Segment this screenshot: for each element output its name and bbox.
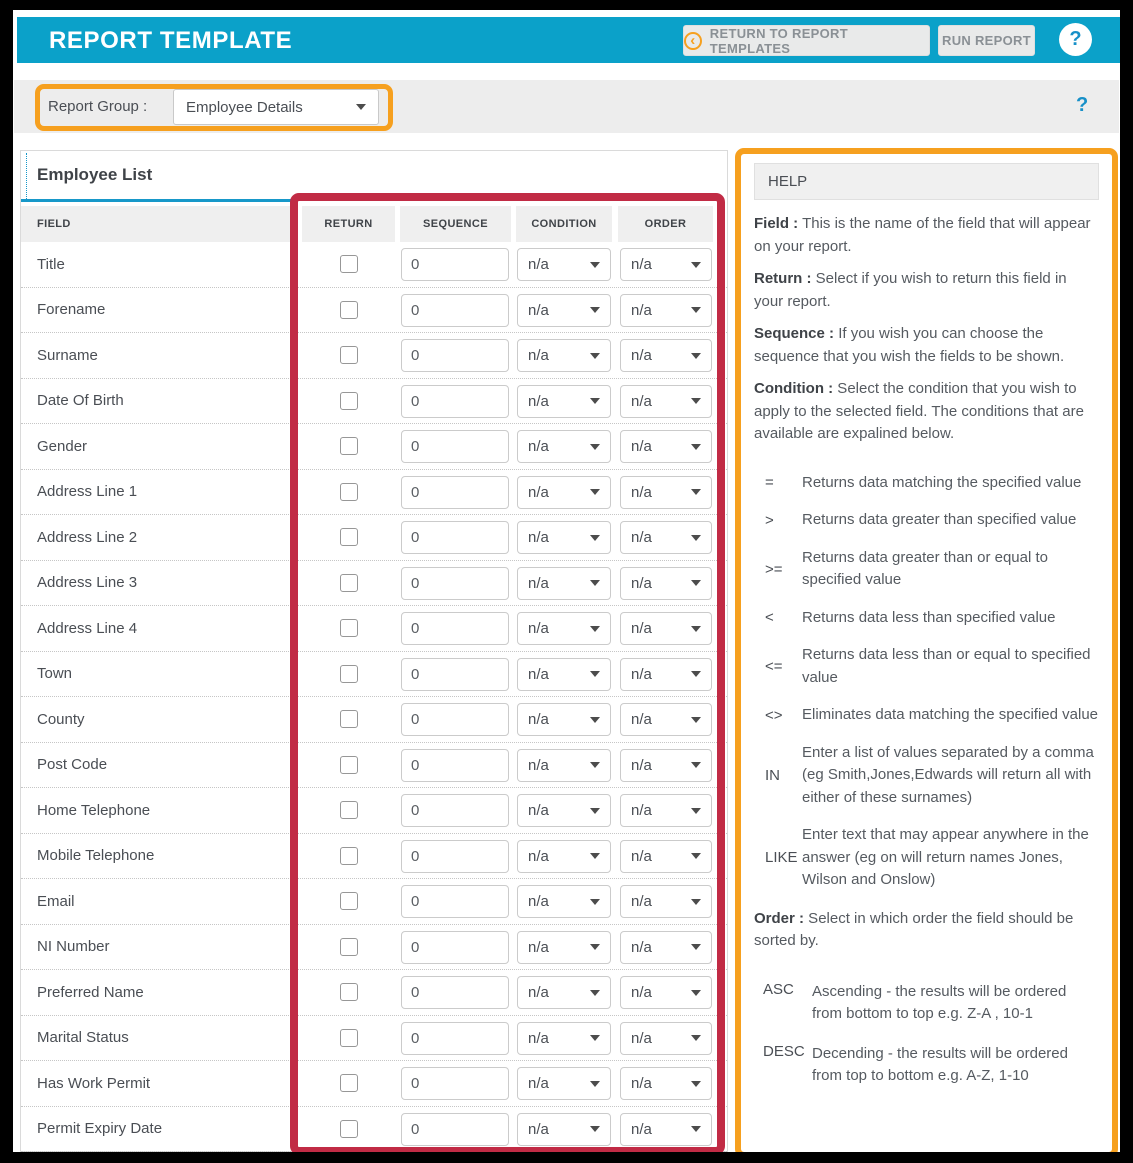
report-group-label: Report Group : <box>48 98 148 115</box>
table-row <box>21 379 727 425</box>
return-cell <box>302 652 395 697</box>
chevron-down-icon <box>590 671 600 677</box>
return-checkbox[interactable] <box>340 301 358 319</box>
chevron-down-icon <box>590 353 600 359</box>
select-value: n/a <box>528 893 549 910</box>
select-value: n/a <box>528 756 549 774</box>
condition-symbol: > <box>765 511 774 529</box>
chevron-down-icon <box>590 307 600 313</box>
column-header-return: RETURN <box>302 206 395 242</box>
chevron-down-icon <box>590 262 600 268</box>
help-section-paragraph: Condition : Select the condition that you wish to apply to the selected field. The conditions that are available are expalined below. <box>754 380 1084 442</box>
sequence-input[interactable] <box>401 703 509 736</box>
table-row <box>21 1061 727 1107</box>
chevron-down-icon <box>590 444 600 450</box>
select-value: n/a <box>631 392 652 410</box>
order-select[interactable] <box>620 885 712 918</box>
order-option-symbol: DESC <box>763 1042 805 1060</box>
return-button-label: RETURN TO REPORT TEMPLATES <box>709 25 848 56</box>
sequence-input[interactable] <box>401 840 509 873</box>
select-value: n/a <box>528 438 549 455</box>
return-cell <box>302 970 395 1015</box>
column-header-sequence: SEQUENCE <box>400 206 511 242</box>
return-checkbox[interactable] <box>340 255 358 273</box>
table-row <box>21 515 727 561</box>
order-select[interactable] <box>620 1113 712 1146</box>
sequence-input[interactable] <box>401 567 509 600</box>
return-cell <box>302 697 395 742</box>
field-label: Address Line 2 <box>37 528 138 546</box>
field-label: Address Line 4 <box>37 619 138 637</box>
help-section-paragraph: Field : This is the name of the field that will appear on your report. <box>754 215 1091 255</box>
report-group-select[interactable] <box>173 89 379 125</box>
condition-description: Returns data greater than specified value <box>802 511 1077 528</box>
chevron-down-icon <box>691 353 701 359</box>
condition-select[interactable] <box>517 658 611 691</box>
select-value: n/a <box>631 301 652 319</box>
return-checkbox[interactable] <box>340 665 358 683</box>
order-select[interactable] <box>620 476 712 509</box>
condition-description: Returns data less than or equal to specified value <box>802 646 1091 686</box>
return-cell <box>302 834 395 879</box>
select-value: n/a <box>528 347 549 364</box>
chevron-down-icon <box>590 489 600 495</box>
employee-list-title: Employee List <box>37 165 153 184</box>
condition-symbol: = <box>765 474 774 492</box>
condition-explanations <box>754 472 1099 892</box>
return-cell <box>302 879 395 924</box>
select-value: n/a <box>528 256 549 273</box>
select-value: n/a <box>528 529 549 546</box>
table-row <box>21 652 727 698</box>
table-row <box>21 561 727 607</box>
return-checkbox[interactable] <box>340 892 358 910</box>
select-value: n/a <box>631 802 652 819</box>
select-value: n/a <box>631 529 652 546</box>
return-cell <box>302 515 395 560</box>
select-value: n/a <box>631 574 652 592</box>
report-group-help-icon[interactable]: ? <box>1076 94 1089 116</box>
condition-row <box>754 547 1099 592</box>
help-section-paragraph: Return : Select if you wish to return this field in your report. <box>754 270 1067 310</box>
field-label: Address Line 3 <box>37 574 138 592</box>
sequence-input[interactable] <box>401 794 509 827</box>
condition-symbol: LIKE <box>765 849 798 867</box>
chevron-down-icon <box>691 398 701 404</box>
sequence-input[interactable] <box>401 976 509 1009</box>
order-select[interactable] <box>620 840 712 873</box>
chevron-down-icon <box>590 808 600 814</box>
condition-select[interactable] <box>517 430 611 463</box>
column-header-field: FIELD <box>21 206 291 242</box>
condition-select[interactable] <box>517 294 611 327</box>
select-value: n/a <box>631 347 652 364</box>
sequence-input[interactable] <box>401 749 509 782</box>
field-label: Email <box>37 892 75 910</box>
chevron-down-icon <box>691 626 701 632</box>
return-cell <box>302 242 395 287</box>
order-select[interactable] <box>620 248 712 281</box>
condition-symbol: <= <box>765 658 783 675</box>
return-cell <box>302 561 395 606</box>
return-checkbox[interactable] <box>340 756 358 774</box>
order-option-row <box>754 1043 1099 1088</box>
select-value: n/a <box>631 938 652 956</box>
select-value: n/a <box>631 620 652 637</box>
order-select[interactable] <box>620 658 712 691</box>
select-value: n/a <box>528 938 549 956</box>
page-title: REPORT TEMPLATE <box>49 27 293 54</box>
field-label: Home Telephone <box>37 801 151 819</box>
condition-symbol: < <box>765 609 774 627</box>
help-section-label: Field : <box>754 215 799 232</box>
back-circle-icon: ‹ <box>684 32 702 50</box>
field-label: Forename <box>37 301 106 319</box>
field-label: Permit Expiry Date <box>37 1120 163 1138</box>
chevron-down-icon <box>691 990 701 996</box>
chevron-down-icon <box>691 1126 701 1132</box>
return-cell <box>302 1107 395 1152</box>
chevron-down-icon <box>691 535 701 541</box>
sequence-input[interactable] <box>401 1022 509 1055</box>
title-dotted-cursor <box>26 153 27 199</box>
chevron-down-icon <box>590 626 600 632</box>
order-select[interactable] <box>620 794 712 827</box>
sequence-input[interactable] <box>401 385 509 418</box>
chevron-down-icon <box>691 899 701 905</box>
return-checkbox[interactable] <box>340 528 358 546</box>
help-sections <box>754 213 1099 446</box>
return-checkbox[interactable] <box>340 1120 358 1138</box>
chevron-down-icon <box>691 808 701 814</box>
chevron-down-icon <box>590 717 600 723</box>
select-value: n/a <box>631 893 652 910</box>
condition-select[interactable] <box>517 567 611 600</box>
table-row <box>21 925 727 971</box>
condition-description: Eliminates data matching the specified value <box>802 706 1099 723</box>
sequence-input[interactable] <box>401 1113 509 1146</box>
order-explanations <box>754 981 1099 1088</box>
help-panel-title: HELP <box>754 163 1099 200</box>
chevron-down-icon <box>590 1035 600 1041</box>
select-value: n/a <box>528 483 549 501</box>
column-header-condition: CONDITION <box>516 206 612 242</box>
order-select[interactable] <box>620 294 712 327</box>
return-checkbox[interactable] <box>340 1029 358 1047</box>
chevron-down-icon <box>691 944 701 950</box>
order-section-text: Order : Select in which order the field should be sorted by. <box>754 909 1074 949</box>
order-select[interactable] <box>620 703 712 736</box>
chevron-down-icon <box>691 580 701 586</box>
condition-row <box>754 644 1099 689</box>
condition-symbol: <> <box>765 706 783 724</box>
return-cell <box>302 333 395 378</box>
report-group-bar <box>14 80 1119 133</box>
condition-select[interactable] <box>517 976 611 1009</box>
order-option-description: Ascending - the results will be ordered from bottom to top e.g. Z-A , 10-1 <box>812 982 1067 1022</box>
select-value: n/a <box>631 756 652 774</box>
field-label: County <box>37 710 85 728</box>
condition-description: Returns data matching the specified value <box>802 473 1082 491</box>
condition-row <box>754 704 1099 727</box>
table-row <box>21 333 727 379</box>
table-row <box>21 788 727 834</box>
select-value: n/a <box>528 802 549 819</box>
order-select[interactable] <box>620 430 712 463</box>
sequence-input[interactable] <box>401 339 509 372</box>
chevron-down-icon <box>691 671 701 677</box>
sequence-input[interactable] <box>401 430 509 463</box>
return-checkbox[interactable] <box>340 483 358 501</box>
column-header-order: ORDER <box>618 206 713 242</box>
order-option-row <box>754 981 1099 1026</box>
order-select[interactable] <box>620 1022 712 1055</box>
chevron-down-icon <box>590 944 600 950</box>
employee-list-panel <box>20 150 728 1152</box>
chevron-down-icon <box>590 1126 600 1132</box>
table-row <box>21 743 727 789</box>
field-label: Title <box>37 255 65 273</box>
chevron-down-icon <box>590 990 600 996</box>
field-label: Address Line 1 <box>37 483 138 501</box>
condition-select[interactable] <box>517 703 611 736</box>
field-label: Town <box>37 665 73 683</box>
select-value: n/a <box>528 847 549 865</box>
condition-description: Returns data greater than or equal to specified value <box>802 548 1048 588</box>
select-value: n/a <box>631 256 652 273</box>
field-label: Marital Status <box>37 1029 129 1047</box>
select-value: n/a <box>528 665 549 683</box>
sequence-input[interactable] <box>401 612 509 645</box>
return-cell <box>302 743 395 788</box>
sequence-input[interactable] <box>401 248 509 281</box>
condition-select[interactable] <box>517 248 611 281</box>
chevron-down-icon <box>590 535 600 541</box>
select-value: n/a <box>631 984 652 1001</box>
chevron-down-icon <box>691 1081 701 1087</box>
condition-select[interactable] <box>517 885 611 918</box>
return-checkbox[interactable] <box>340 437 358 455</box>
select-value: n/a <box>631 711 652 728</box>
run-button-label: RUN REPORT <box>942 33 1031 48</box>
sequence-input[interactable] <box>401 521 509 554</box>
return-cell <box>302 1016 395 1061</box>
table-row <box>21 1107 727 1153</box>
return-checkbox[interactable] <box>340 847 358 865</box>
help-section-label: Condition : <box>754 380 834 397</box>
condition-select[interactable] <box>517 931 611 964</box>
order-select[interactable] <box>620 749 712 782</box>
condition-select[interactable] <box>517 476 611 509</box>
chevron-down-icon <box>590 762 600 768</box>
chevron-down-icon <box>590 899 600 905</box>
app-header <box>17 17 1120 63</box>
select-value: n/a <box>631 483 652 501</box>
select-value: n/a <box>631 847 652 865</box>
chevron-down-icon <box>590 398 600 404</box>
order-select[interactable] <box>620 567 712 600</box>
condition-select[interactable] <box>517 840 611 873</box>
title-underline <box>21 199 291 202</box>
page <box>13 10 1120 1152</box>
table-row <box>21 1016 727 1062</box>
condition-row <box>754 742 1099 810</box>
sequence-input[interactable] <box>401 658 509 691</box>
chevron-down-icon <box>691 489 701 495</box>
chevron-down-icon <box>590 853 600 859</box>
sequence-input[interactable] <box>401 885 509 918</box>
sequence-input[interactable] <box>401 1067 509 1100</box>
order-select[interactable] <box>620 612 712 645</box>
help-panel <box>735 148 1118 1152</box>
chevron-down-icon <box>691 762 701 768</box>
help-section-label: Return : <box>754 270 812 287</box>
return-checkbox[interactable] <box>340 392 358 410</box>
order-label: Order : <box>754 909 805 927</box>
field-label: Gender <box>37 437 88 455</box>
return-cell <box>302 424 395 469</box>
chevron-down-icon <box>590 580 600 586</box>
order-select[interactable] <box>620 976 712 1009</box>
condition-description: Returns data less than specified value <box>802 608 1056 626</box>
select-value: n/a <box>631 438 652 455</box>
return-checkbox[interactable] <box>340 1074 358 1092</box>
condition-select[interactable] <box>517 1067 611 1100</box>
help-icon[interactable]: ? <box>1059 23 1092 56</box>
chevron-down-icon <box>691 717 701 723</box>
condition-row <box>754 824 1099 892</box>
field-label: Has Work Permit <box>37 1074 151 1092</box>
order-select[interactable] <box>620 1067 712 1100</box>
select-value: n/a <box>528 1075 549 1092</box>
select-value: n/a <box>631 665 652 683</box>
sequence-input[interactable] <box>401 294 509 327</box>
select-value: n/a <box>528 574 549 592</box>
help-section-label: Sequence : <box>754 325 835 342</box>
condition-symbol: IN <box>765 766 780 784</box>
return-checkbox[interactable] <box>340 938 358 956</box>
return-cell <box>302 1061 395 1106</box>
return-cell <box>302 788 395 833</box>
field-label: Surname <box>37 346 98 364</box>
field-label: Preferred Name <box>37 983 144 1001</box>
order-select[interactable] <box>620 385 712 418</box>
select-value: n/a <box>631 1120 652 1138</box>
order-select[interactable] <box>620 339 712 372</box>
chevron-down-icon <box>691 853 701 859</box>
condition-row <box>754 509 1099 532</box>
select-value: n/a <box>528 711 549 728</box>
select-value: n/a <box>528 301 549 319</box>
order-option-description: Decending - the results will be ordered from top to bottom e.g. A-Z, 1-10 <box>812 1044 1068 1084</box>
sequence-input[interactable] <box>401 476 509 509</box>
condition-select[interactable] <box>517 339 611 372</box>
condition-select[interactable] <box>517 612 611 645</box>
return-cell <box>302 288 395 333</box>
field-label: NI Number <box>37 938 110 956</box>
return-cell <box>302 925 395 970</box>
field-label: Post Code <box>37 756 108 774</box>
run-report-button[interactable] <box>938 25 1035 56</box>
return-cell <box>302 606 395 651</box>
table-row <box>21 970 727 1016</box>
return-checkbox[interactable] <box>340 983 358 1001</box>
condition-select[interactable] <box>517 1022 611 1055</box>
order-select[interactable] <box>620 931 712 964</box>
field-label: Date Of Birth <box>37 392 124 410</box>
condition-row <box>754 607 1099 630</box>
select-value: n/a <box>631 1075 652 1092</box>
table-row <box>21 879 727 925</box>
chevron-down-icon <box>691 307 701 313</box>
chevron-down-icon <box>356 104 366 110</box>
select-value: n/a <box>528 620 549 637</box>
condition-select[interactable] <box>517 749 611 782</box>
help-section-paragraph: Sequence : If you wish you can choose the sequence that you wish the fields to be shown. <box>754 325 1065 365</box>
table-row <box>21 834 727 880</box>
select-value: n/a <box>528 1029 549 1047</box>
condition-symbol: >= <box>765 560 783 578</box>
return-checkbox[interactable] <box>340 574 358 592</box>
order-option-symbol: ASC <box>763 980 794 998</box>
condition-select[interactable] <box>517 1113 611 1146</box>
condition-select[interactable] <box>517 521 611 554</box>
table-row <box>21 470 727 516</box>
order-select[interactable] <box>620 521 712 554</box>
chevron-down-icon <box>691 262 701 268</box>
condition-row <box>754 472 1099 495</box>
table-row <box>21 288 727 334</box>
table-row <box>21 606 727 652</box>
return-checkbox[interactable] <box>340 710 358 728</box>
report-group-selected-value: Employee Details <box>186 98 303 116</box>
return-checkbox[interactable] <box>340 619 358 637</box>
chevron-down-icon <box>691 1035 701 1041</box>
chevron-down-icon <box>590 1081 600 1087</box>
table-row <box>21 697 727 743</box>
return-checkbox[interactable] <box>340 801 358 819</box>
table-header-row <box>21 206 727 242</box>
return-to-report-templates-button[interactable] <box>683 25 930 56</box>
select-value: n/a <box>631 1029 652 1047</box>
condition-select[interactable] <box>517 794 611 827</box>
select-value: n/a <box>528 392 549 410</box>
return-cell <box>302 470 395 515</box>
condition-description: Enter a list of values separated by a comma (eg Smith,Jones,Edwards will return all with either of these surnames) <box>802 743 1094 806</box>
table-body <box>21 242 727 1152</box>
table-row <box>21 424 727 470</box>
select-value: n/a <box>528 1120 549 1138</box>
return-checkbox[interactable] <box>340 346 358 364</box>
table-row <box>21 242 727 288</box>
return-cell <box>302 379 395 424</box>
field-label: Mobile Telephone <box>37 847 155 865</box>
chevron-down-icon <box>691 444 701 450</box>
sequence-input[interactable] <box>401 931 509 964</box>
select-value: n/a <box>528 984 549 1001</box>
condition-description: Enter text that may appear anywhere in the answer (eg on will return names Jones, Wilson and Onslow) <box>802 826 1089 888</box>
condition-select[interactable] <box>517 385 611 418</box>
